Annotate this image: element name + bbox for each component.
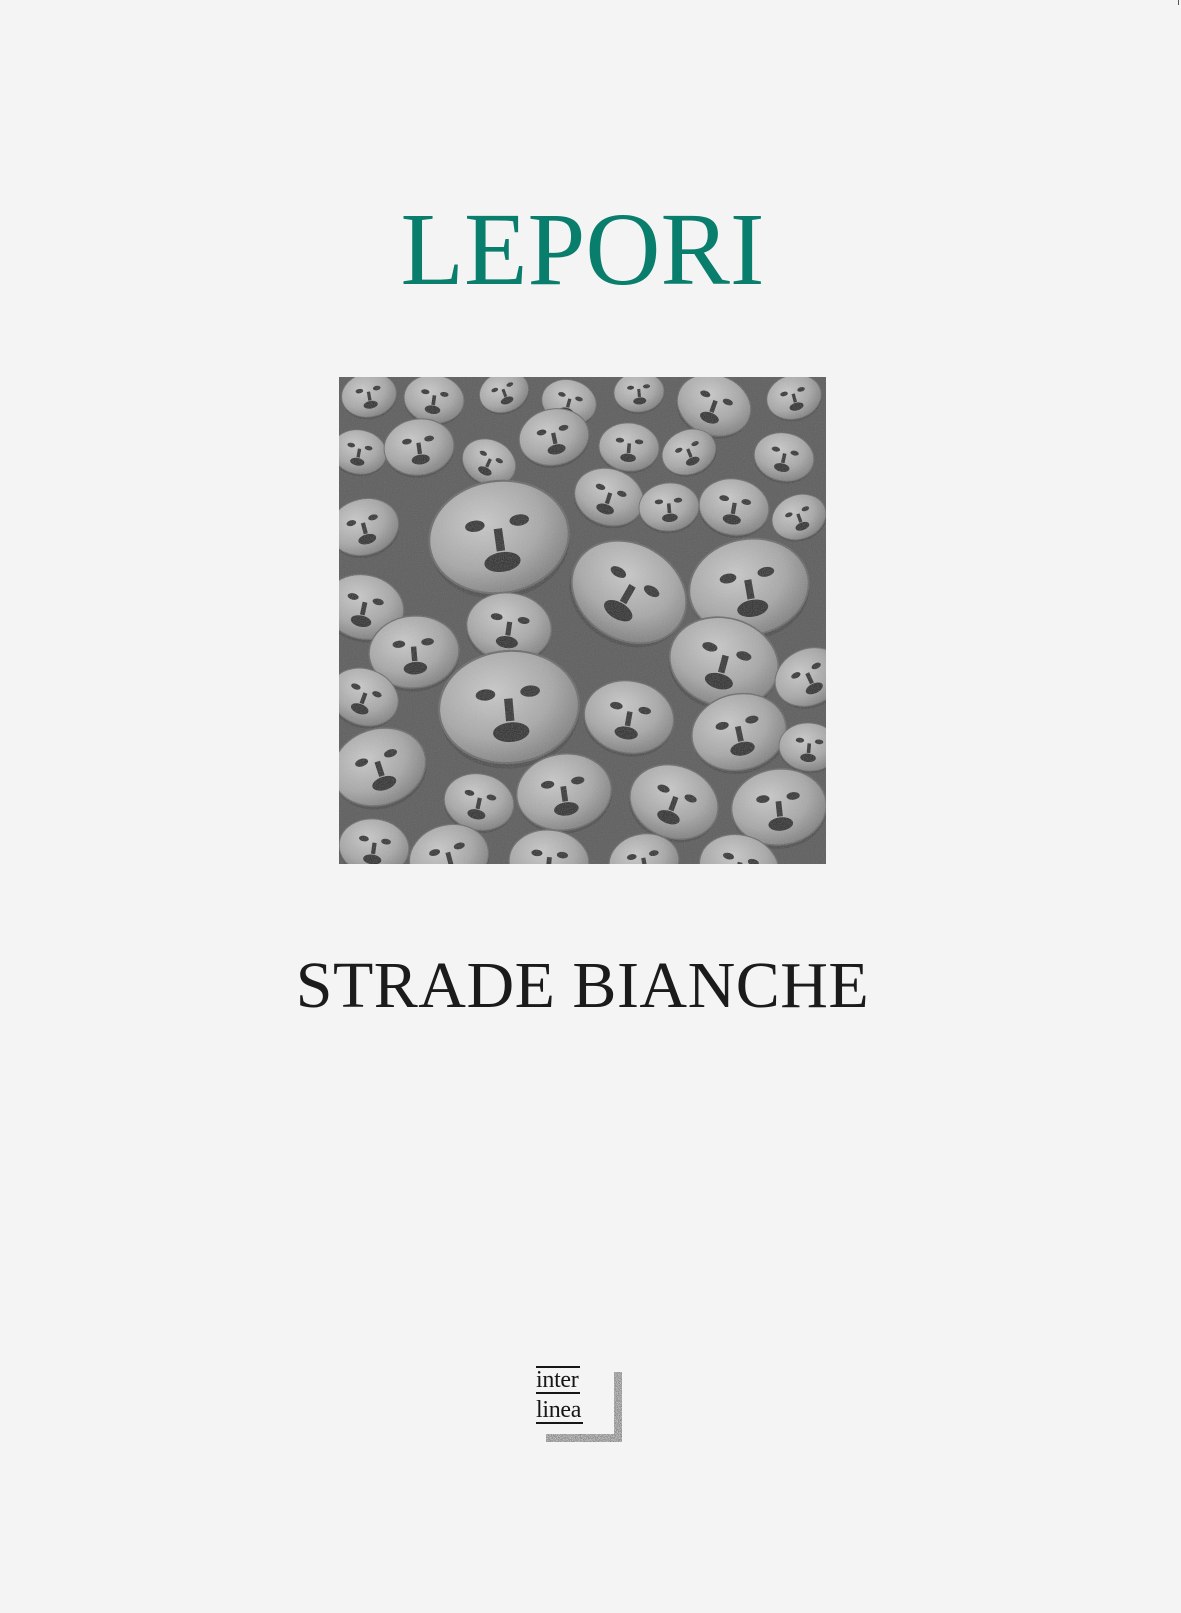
cover-photo-image [339,377,826,864]
crop-mark [1178,0,1179,5]
logo-line-inter: inter [536,1367,579,1393]
publisher-logo [536,1364,622,1442]
author-name: LEPORI [400,192,765,307]
book-title: STRADE BIANCHE [295,949,870,1022]
logo-line-linea: linea [536,1397,582,1423]
